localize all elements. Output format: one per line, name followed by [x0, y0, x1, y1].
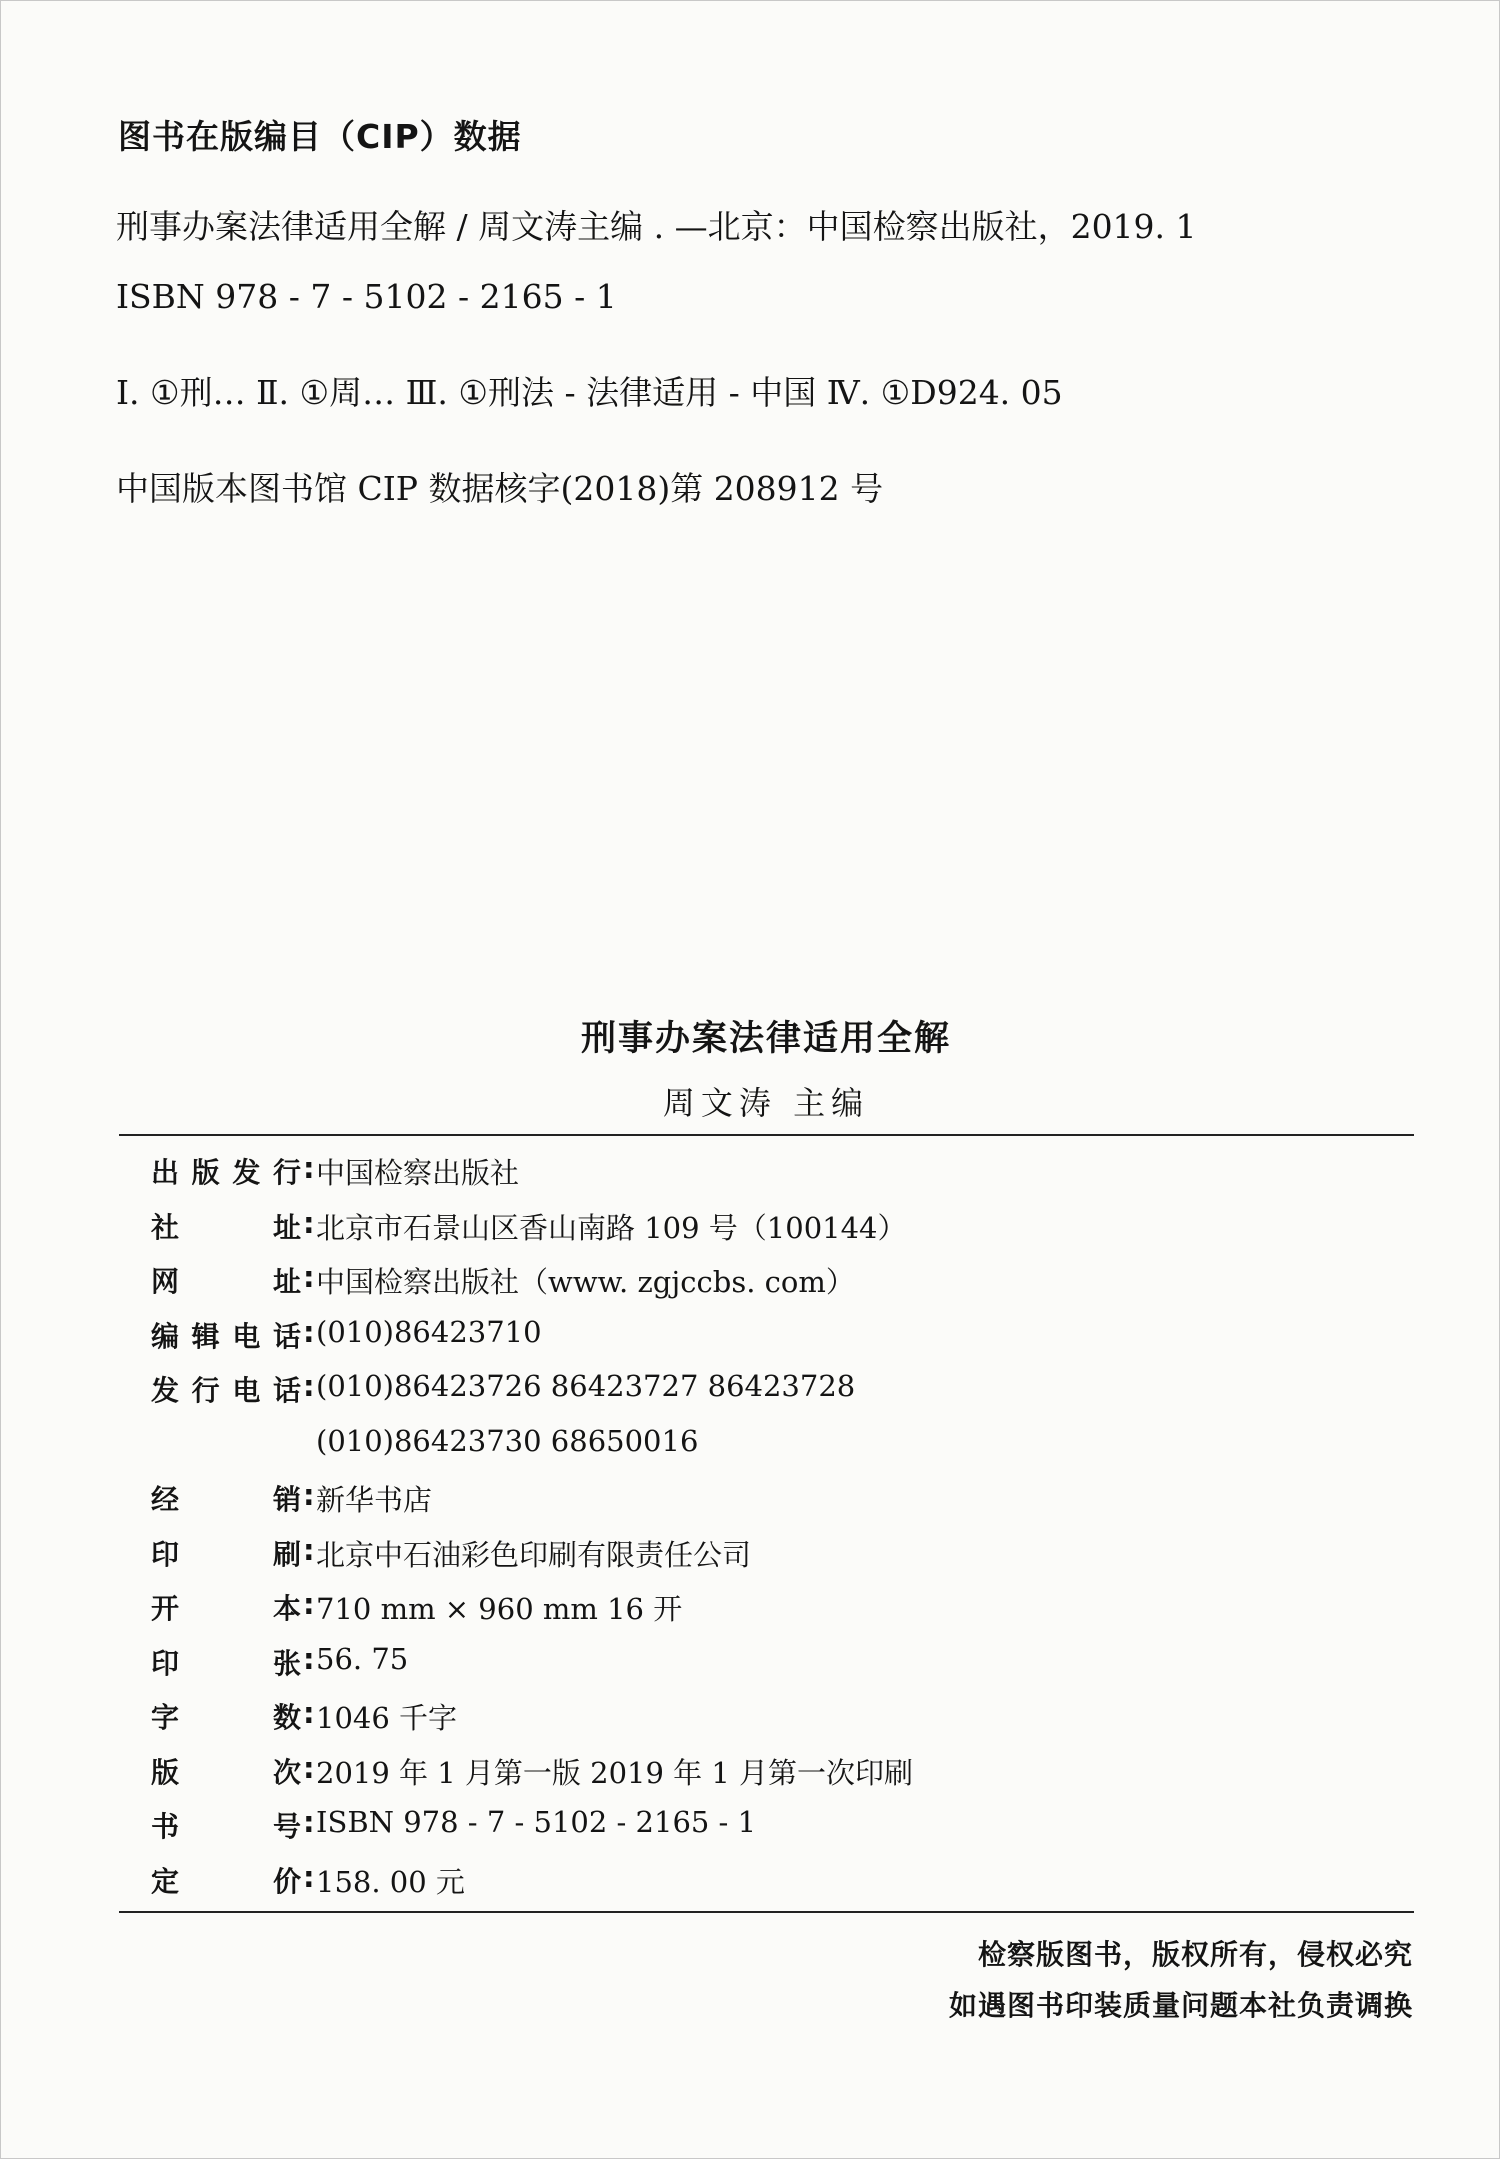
info-value: (010)86423730 68650016 — [316, 1423, 699, 1458]
info-value: 中国检察出版社 — [316, 1156, 520, 1190]
info-value: 710 mm × 960 mm 16 开 — [316, 1592, 683, 1626]
quality-notice: 如遇图书印装质量问题本社负责调换 — [948, 1989, 1413, 2022]
info-label: 出 版 发 行 — [151, 1156, 301, 1189]
info-value: 1046 千字 — [316, 1701, 458, 1735]
cip-record-line: 中国版本图书馆 CIP 数据核字(2018)第 208912 号 — [116, 469, 884, 508]
info-value: ISBN 978 - 7 - 5102 - 2165 - 1 — [316, 1805, 757, 1839]
book-editor: 周文涛 主编 — [662, 1084, 870, 1122]
info-value: (010)86423710 — [316, 1314, 542, 1349]
info-label: 印 张 — [151, 1646, 301, 1680]
cip-classification-line: I. ①刑… Ⅱ. ①周… Ⅲ. ①刑法 - 法律适用 - 中国 Ⅳ. ①D924. 05 — [116, 373, 1063, 412]
info-value: 北京市石景山区香山南路 109 号（100144） — [316, 1210, 907, 1245]
info-label: 发 行 电 话 — [151, 1374, 301, 1407]
info-value: 158. 00 元 — [316, 1864, 465, 1899]
info-label: 社 址 — [151, 1210, 301, 1244]
top-divider — [119, 1134, 1414, 1136]
cip-isbn-line: ISBN 978 - 7 - 5102 - 2165 - 1 — [116, 277, 617, 316]
book-title: 刑事办案法律适用全解 — [580, 1019, 951, 1059]
copyright-page: 图书在版编目（CIP）数据 刑事办案法律适用全解 / 周文涛主编 . —北京：中国检察出版社，2019. 1 ISBN 978 - 7 - 5102 - 2165 - 1 I. ①刑… Ⅱ. ①周… Ⅲ. ①刑法 - 法律适用 - 中国 Ⅳ. ①D924. 05 中国版本图书馆 CIP 数据核字(2018)第 208912 号 刑事办案法律适用全解 周文涛 主编 出 版 发 行 : 中国检察出版社 社 址 : 北京市石景山区香山南路 109 号（100144） 网 址 : 中国检察出版社（www. zgjccbs. com） 编 辑 电 话 : (010)86423710 发 行 电 话 : (010)86423726 86423727 86423728 (010)86423730 68650016 经 销 : 新华书店 印 刷 : 北京中石油彩色印刷有限责任公司 开 本 : 710 mm × 960 mm 16 开 印 张 : 56. 75 字 数 : 1046 千字 版 次 : 2019 年 1 月第一版 2019 年 1 月第一次印刷 书 号 : ISBN 978 - 7 - 5102 - 2165 - 1 定 价 : 158. 00 元 检察版图书，版权所有，侵权必究 如遇图书印装质量问题本社负责调换 — [0, 0, 1500, 2159]
info-label: 版 次 — [151, 1755, 301, 1789]
info-value: 新华书店 — [316, 1483, 433, 1517]
info-label: 开 本 — [151, 1592, 301, 1625]
bottom-divider — [119, 1911, 1414, 1913]
info-label: 编 辑 电 话 — [151, 1319, 301, 1353]
info-label: 书 号 — [151, 1810, 301, 1843]
info-label: 经 销 — [151, 1483, 301, 1516]
info-label: 印 刷 — [151, 1537, 301, 1571]
copyright-notice: 检察版图书，版权所有，侵权必究 — [977, 1938, 1413, 1971]
info-value: 中国检察出版社（www. zgjccbs. com） — [316, 1265, 855, 1299]
info-value: 2019 年 1 月第一版 2019 年 1 月第一次印刷 — [316, 1755, 914, 1790]
cip-title-line: 刑事办案法律适用全解 / 周文涛主编 . —北京：中国检察出版社，2019. 1 — [116, 207, 1197, 246]
info-value: (010)86423726 86423727 86423728 — [316, 1369, 856, 1403]
info-label: 字 数 — [151, 1701, 301, 1734]
cip-header: 图书在版编目（CIP）数据 — [118, 117, 522, 156]
info-value: 北京中石油彩色印刷有限责任公司 — [316, 1537, 752, 1572]
info-label: 网 址 — [151, 1265, 301, 1298]
info-value: 56. 75 — [316, 1641, 409, 1676]
info-label: 定 价 — [151, 1864, 301, 1898]
